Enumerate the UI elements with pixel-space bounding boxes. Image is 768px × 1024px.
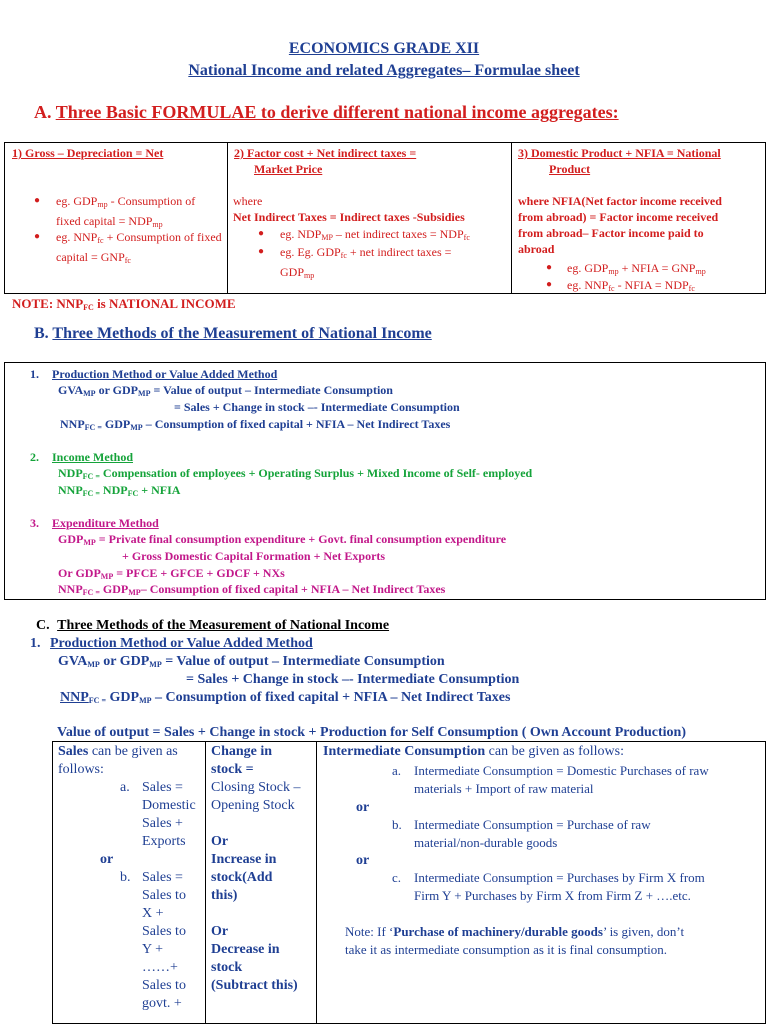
section-a-divider-2	[511, 142, 512, 294]
section-b-title: Three Methods of the Measurement of National Income	[52, 325, 432, 342]
stock-line-2: Opening Stock	[211, 798, 295, 813]
ic-a-2: materials + Import of raw material	[414, 781, 594, 796]
c-method-1-number: 1.	[30, 636, 41, 651]
value-of-output-formula: Value of output = Sales + Change in stock + Production for Self Consumption ( Own Account Production)	[57, 725, 686, 740]
ic-a-marker: a.	[392, 763, 402, 778]
section-a-divider-1	[227, 142, 228, 294]
stock-or-1: Or	[211, 834, 229, 849]
section-c-divider-1	[205, 741, 206, 1024]
section-c-heading	[36, 617, 389, 635]
ic-b-1: Intermediate Consumption = Purchase of raw	[414, 817, 651, 832]
ic-or-1: or	[356, 800, 370, 815]
sales-or: or	[100, 852, 114, 867]
formula-3-where-2: from abroad) = Factor income received	[518, 210, 719, 224]
formula-3-where-4: abroad	[518, 242, 555, 256]
formula-1-example-2: eg. $NNP_{fc}$ + Consumption of fixed capital = $GNP_{fc}$	[56, 230, 222, 265]
bullet-icon: ●	[34, 231, 41, 242]
method-1-line-3: $NNP_{FC =}$ $GDP_{MP}$ – Consumption of fixed capital + NFIA – Net Indirect Taxes	[60, 417, 451, 432]
sales-b-7: Sales to	[142, 978, 186, 993]
sales-a-4: Exports	[142, 834, 186, 849]
section-a-label: A.	[34, 102, 52, 122]
stock-header-2: stock =	[211, 762, 254, 777]
ic-or-2: or	[356, 853, 370, 868]
sales-a-1: Sales =	[142, 780, 183, 795]
sales-header: Sales can be given as	[58, 744, 178, 759]
ic-header: Intermediate Consumption can be given as follows:	[323, 744, 624, 759]
c-method-1-line-1: $GVA_{MP}$ or $GDP_{MP}$ = Value of output – Intermediate Consumption	[58, 654, 445, 669]
method-1-line-1: $GVA_{MP}$ or $GDP_{MP}$ = Value of output – Intermediate Consumption	[58, 383, 393, 398]
section-c-label: C.	[36, 618, 50, 633]
ic-note-2: take it as intermediate consumption as it is final consumption.	[345, 942, 668, 957]
formula-2-example-1: eg. $NDP_{MP}$ – net indirect taxes = $NDP_{fc}$	[280, 227, 470, 242]
sales-a-2: Domestic	[142, 798, 196, 813]
ic-c-1: Intermediate Consumption = Purchases by Firm X from	[414, 870, 705, 885]
formula-2-nit: Net Indirect Taxes = Indirect taxes -Subsidies	[233, 210, 465, 224]
bullet-icon: ●	[258, 246, 265, 257]
bullet-icon: ●	[258, 228, 265, 239]
section-b-label: B.	[34, 325, 49, 342]
c-method-1-line-3: $NNP_{FC =}$ $GDP_{MP}$ – Consumption of fixed capital + NFIA – Net Indirect Taxes	[60, 690, 511, 705]
stock-increase-3: this)	[211, 888, 238, 903]
formula-3-where-1: where NFIA(Net factor income received	[518, 194, 722, 208]
sales-a-marker: a.	[120, 780, 130, 795]
bullet-icon: ●	[546, 262, 553, 273]
section-a-heading	[34, 102, 619, 123]
stock-increase-2: stock(Add	[211, 870, 273, 885]
method-3-line-1: $GDP_{MP}$ = Private final consumption expenditure + Govt. final consumption expenditure	[58, 532, 507, 547]
section-c-divider-2	[316, 741, 317, 1024]
stock-decrease-3: (Subtract this)	[211, 978, 298, 993]
section-a-title: Three Basic FORMULAE to derive different national income aggregates:	[55, 102, 619, 122]
method-1-number: 1.	[30, 367, 39, 381]
formula-2-title-line-1: 2) Factor cost + Net indirect taxes =	[234, 146, 417, 160]
ic-c-marker: c.	[392, 870, 402, 885]
sales-b-4: Sales to	[142, 924, 186, 939]
method-2-number: 2.	[30, 450, 39, 464]
method-3-line-2: + Gross Domestic Capital Formation + Net Exports	[122, 549, 386, 563]
method-3-line-4: $NNP_{FC =}$ $GDP_{MP}-$ Consumption of fixed capital + NFIA – Net Indirect Taxes	[58, 582, 446, 597]
page-subtitle: National Income and related Aggregates– Formulae sheet	[188, 62, 580, 79]
formula-1-title: 1) Gross – Depreciation = Net	[12, 146, 164, 160]
sales-b-5: Y +	[142, 942, 163, 957]
formula-2-where: where	[233, 194, 263, 208]
formula-2-example-2: eg. Eg. $GDP_{fc}$ + net indirect taxes = $GDP_{mp}$	[280, 245, 452, 280]
formula-3-where-3: from abroad– Factor income paid to	[518, 226, 704, 240]
formula-2-title-line-2: Market Price	[254, 162, 323, 176]
stock-header-1: Change in	[211, 744, 273, 759]
method-2-line-1: $NDP_{FC =}$ Compensation of employees + Operating Surplus + Mixed Income of Self- employed	[58, 466, 533, 481]
stock-decrease-1: Decrease in	[211, 942, 280, 957]
method-3-title: Expenditure Method	[52, 516, 159, 530]
method-3-number: 3.	[30, 516, 39, 530]
stock-or-2: Or	[211, 924, 229, 939]
ic-a-1: Intermediate Consumption = Domestic Purchases of raw	[414, 763, 709, 778]
c-method-1-title: Production Method or Value Added Method	[50, 636, 313, 651]
sales-b-3: X +	[142, 906, 164, 921]
sales-header-2: follows:	[58, 762, 104, 777]
stock-decrease-2: stock	[211, 960, 243, 975]
sales-b-8: govt. +	[142, 996, 182, 1011]
method-2-line-2: $NNP_{FC =}$ $NDP_{FC}$ + NFIA	[58, 483, 181, 498]
section-c-title: Three Methods of the Measurement of National Income	[57, 618, 390, 633]
stock-increase-1: Increase in	[211, 852, 277, 867]
method-1-title: Production Method or Value Added Method	[52, 367, 278, 381]
sales-b-6: ……+	[142, 960, 178, 975]
stock-line-1: Closing Stock –	[211, 780, 301, 795]
method-3-line-3: Or $GDP_{MP}$ = PFCE + GFCE + GDCF + NXs	[58, 566, 285, 581]
sales-b-1: Sales =	[142, 870, 183, 885]
sales-b-marker: b.	[120, 870, 131, 885]
formula-3-title-line-1: 3) Domestic Product + NFIA = National	[518, 146, 721, 160]
sales-a-3: Sales +	[142, 816, 183, 831]
page-title: ECONOMICS GRADE XII	[288, 40, 480, 57]
national-income-note: NOTE: $NNP_{FC}$ is NATIONAL INCOME	[12, 296, 236, 312]
method-1-line-2: = Sales + Change in stock –- Intermediate Consumption	[174, 400, 460, 414]
section-b-heading	[34, 325, 432, 343]
c-method-1-line-2: = Sales + Change in stock –- Intermediate Consumption	[186, 672, 520, 687]
ic-b-2: material/non-durable goods	[414, 835, 558, 850]
ic-b-marker: b.	[392, 817, 402, 832]
ic-note-1: Note: If ‘Purchase of machinery/durable goods’ is given, don’t	[345, 924, 685, 939]
formula-3-title-line-2: Product	[549, 162, 591, 176]
method-2-title: Income Method	[52, 450, 133, 464]
ic-c-2: Firm Y + Purchases by Firm X from Firm Z + ….etc.	[414, 888, 691, 903]
formula-3-example-1: eg. $GDP_{mp}$ + NFIA = $GNP_{mp}$	[567, 261, 706, 276]
bullet-icon: ●	[546, 279, 553, 290]
sales-b-2: Sales to	[142, 888, 186, 903]
formula-1-example-1: eg. $GDP_{mp}$ - Consumption of fixed capital = $NDP_{mp}$	[56, 194, 196, 229]
bullet-icon: ●	[34, 195, 41, 206]
formula-3-example-2: eg. $NNP_{fc}$ - NFIA = $NDP_{fc}$	[567, 278, 695, 293]
